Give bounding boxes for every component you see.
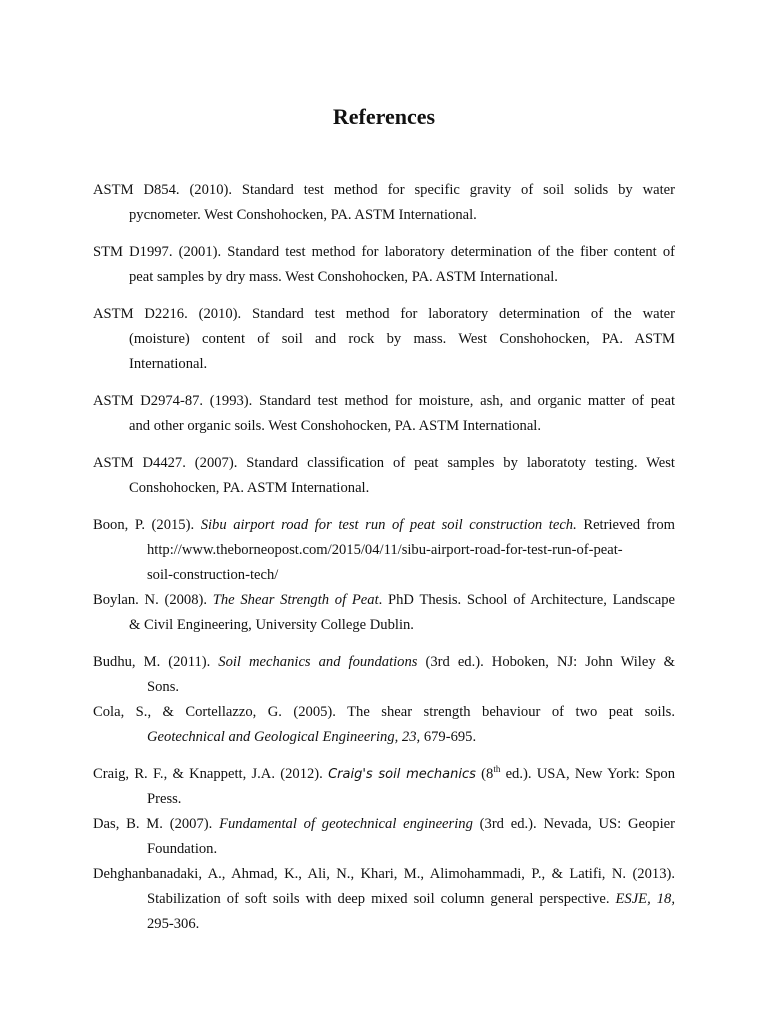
- reference-line: [93, 812, 675, 837]
- reference-item: [93, 513, 675, 588]
- reference-line: ASTM D854. (2010). Standard test method for specific gravity of soil solids by water: [93, 182, 675, 198]
- reference-text: Craig, R. F., & Knappett, J.A. (2012).: [93, 766, 329, 782]
- reference-journal: ESJE, 18,: [615, 891, 675, 907]
- reference-title: Soil mechanics and foundations: [218, 654, 418, 670]
- reference-line: Cola, S., & Cortellazzo, G. (2005). The shear strength behaviour of two peat soils.: [93, 704, 675, 720]
- reference-line: Dehghanbanadaki, A., Ahmad, K., Ali, N., Khari, M., Alimohammadi, P., & Latifi, N. (2013).: [93, 866, 675, 882]
- reference-text: (8: [475, 766, 494, 782]
- reference-line: [93, 762, 675, 787]
- reference-text: Boon, P. (2015).: [93, 517, 201, 533]
- reference-line: peat samples by dry mass. West Conshohocken, PA. ASTM International.: [129, 269, 558, 285]
- reference-line: ASTM D4427. (2007). Standard classification of peat samples by laboratoty testing. West: [93, 455, 675, 471]
- reference-text: Budhu, M. (2011).: [93, 654, 219, 670]
- reference-line: [93, 650, 675, 675]
- reference-item: [93, 700, 675, 750]
- reference-line: pycnometer. West Conshohocken, PA. ASTM International.: [129, 207, 477, 223]
- reference-item: [93, 178, 675, 228]
- reference-line: & Civil Engineering, University College Dublin.: [129, 617, 414, 633]
- reference-line: 295-306.: [147, 916, 200, 932]
- page-title: References: [332, 104, 436, 129]
- reference-line: Foundation.: [147, 841, 218, 857]
- reference-text: Das, B. M. (2007).: [93, 816, 220, 832]
- reference-item: [93, 389, 675, 439]
- reference-line: International.: [129, 356, 208, 372]
- reference-text: (3rd ed.). Nevada, US: Geopier: [472, 816, 675, 832]
- reference-line: and other organic soils. West Conshohocken, PA. ASTM International.: [129, 418, 542, 434]
- reference-title: The Shear Strength of Peat: [212, 592, 379, 608]
- reference-text: 679-695.: [420, 729, 477, 745]
- reference-line: Press.: [147, 791, 182, 807]
- reference-line: STM D1997. (2001). Standard test method for laboratory determination of the fiber content of: [93, 244, 675, 260]
- reference-item: [93, 302, 675, 377]
- reference-superscript: th: [493, 764, 501, 775]
- reference-item: [93, 762, 675, 812]
- reference-item: [93, 650, 675, 700]
- reference-item: [93, 862, 675, 937]
- reference-line: Conshohocken, PA. ASTM International.: [129, 480, 370, 496]
- reference-title: Craig's soil mechanics: [328, 767, 476, 782]
- reference-url: http://www.theborneopost.com/2015/04/11/sibu-airport-road-for-test-run-of-peat-: [147, 542, 623, 558]
- reference-title: Fundamental of geotechnical engineering: [219, 816, 473, 832]
- reference-text: (3rd ed.). Hoboken, NJ: John Wiley &: [417, 654, 676, 670]
- reference-line: [93, 725, 675, 750]
- reference-line: ASTM D2216. (2010). Standard test method for laboratory determination of the water: [93, 306, 675, 322]
- reference-line: [93, 513, 675, 538]
- reference-item: [93, 240, 675, 290]
- reference-line: (moisture) content of soil and rock by mass. West Conshohocken, PA. ASTM: [129, 331, 675, 347]
- reference-title: Sibu airport road for test run of peat soil construction tech.: [200, 517, 577, 533]
- reference-text: . PhD Thesis. School of Architecture, Landscape: [378, 592, 675, 608]
- reference-journal: Geotechnical and Geological Engineering, 23,: [147, 729, 421, 745]
- reference-text: Stabilization of soft soils with deep mixed soil column general perspective.: [147, 891, 616, 907]
- reference-url: soil-construction-tech/: [147, 567, 279, 583]
- reference-text: Boylan. N. (2008).: [93, 592, 213, 608]
- reference-item: [93, 812, 675, 862]
- reference-text: Retrieved from: [576, 517, 675, 533]
- reference-text: ed.). USA, New York: Spon: [500, 766, 675, 782]
- reference-line: [93, 887, 675, 912]
- reference-list: [93, 178, 675, 937]
- reference-item: [93, 588, 675, 638]
- reference-line: ASTM D2974-87. (1993). Standard test method for moisture, ash, and organic matter of peat: [93, 393, 675, 409]
- reference-line: [93, 588, 675, 613]
- reference-item: [93, 451, 675, 501]
- reference-line: Sons.: [147, 679, 180, 695]
